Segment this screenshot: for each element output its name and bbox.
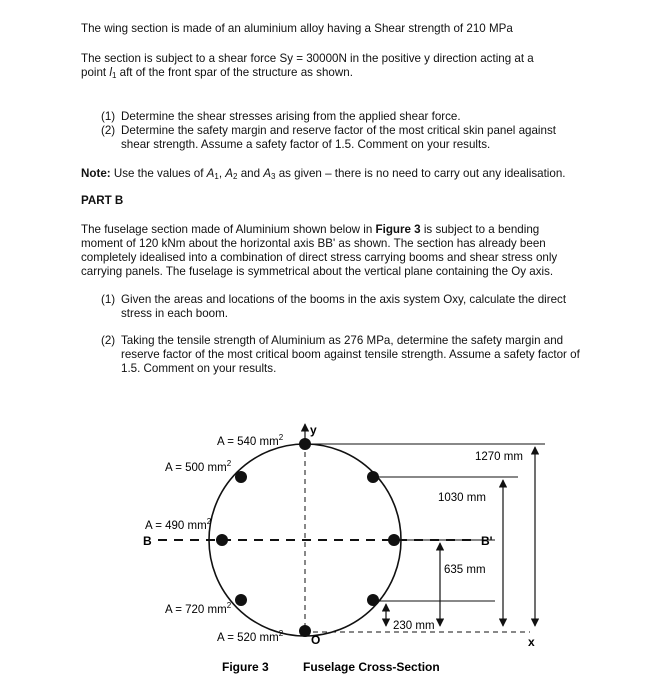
intro-line-2b-pre: point [81, 66, 110, 79]
axis-label-b: B [143, 534, 152, 548]
boom-label-490: A = 490 $mm^2$ [145, 517, 212, 532]
note-text-3: and [237, 167, 264, 180]
figure-caption-number: Figure 3 [222, 660, 269, 674]
symbol-a1: A [206, 167, 215, 180]
list-item-text: Determine the safety margin and reserve factor of the most critical skin panel against shear strength. Assume a safety factor of 1.5. Comment on your results. [121, 124, 556, 151]
boom-label-500: A = 500 $mm^2$ [165, 459, 232, 474]
list-item-text: Given the areas and locations of the booms in the axis system Oxy, calculate the direct stress in each boom. [121, 293, 567, 320]
boom-upper-left [235, 471, 247, 483]
boom-lower-right [367, 594, 379, 606]
subscript-3: 3 [271, 172, 276, 181]
dim-label-230: 230 mm [393, 620, 435, 632]
axis-label-b-prime: B' [481, 534, 493, 548]
intro-line-2a: The section is subject to a shear force Sy = 30000N in the positive y direction acting at a [81, 52, 534, 65]
note-label: Note: [81, 167, 111, 180]
symbol-a3: A [263, 167, 272, 180]
symbol-l: l [109, 66, 112, 79]
intro-line-2b-post: aft of the front spar of the structure as shown. [116, 66, 353, 79]
boom-bottom [299, 625, 311, 637]
axis-label-x: x [528, 635, 535, 649]
list-item-number: (2) [101, 124, 116, 137]
subscript-2: 2 [233, 172, 238, 181]
part-b-heading-text: PART B [81, 194, 124, 207]
boom-label-720: A = 720 $mm^2$ [165, 601, 232, 616]
boom-label-520: A = 520 $mm^2$ [217, 629, 284, 644]
list-item-text: Determine the shear stresses arising from the applied shear force. [121, 110, 461, 123]
origin-label: O [311, 633, 321, 647]
note-text-1: Use the values of [110, 167, 207, 180]
part-b-text-1: The fuselage section made of Aluminium shown below in [81, 223, 376, 236]
axis-label-y: y [310, 423, 317, 437]
boom-upper-right [367, 471, 379, 483]
symbol-a2: A [225, 167, 234, 180]
list-item-number: (2) [101, 334, 116, 347]
symbol-l-subscript: 1 [111, 71, 117, 80]
dim-label-635: 635 mm [444, 564, 486, 576]
subscript-1: 1 [214, 172, 219, 181]
boom-lower-left [235, 594, 247, 606]
part-b-text-2: is subject to a bending moment of 120 kNm about the horizontal axis BB' as shown. The section has already been completely idealised into a combination of direct stress carrying booms and shear stress only carrying panels. The fuselage is symmetrical about the vertical plane containing the Oy axis. [81, 223, 558, 278]
figure-caption-title: Fuselage Cross-Section [303, 660, 440, 674]
dim-label-1030: 1030 mm [438, 492, 486, 504]
list-item-number: (1) [101, 293, 116, 306]
figure-reference: Figure 3 [375, 223, 421, 236]
note-text-4: as given – there is no need to carry out any idealisation. [275, 167, 566, 180]
dim-label-1270: 1270 mm [475, 451, 523, 463]
boom-mid-left [216, 534, 228, 546]
boom-mid-right [388, 534, 400, 546]
boom-top [299, 438, 311, 450]
list-item-text: Taking the tensile strength of Aluminium as 276 MPa, determine the safety margin and reserve factor of the most critical boom against tensile strength. Assume a safety factor of 1.5. Comment on your results. [121, 334, 580, 375]
list-item-number: (1) [101, 110, 116, 123]
boom-label-540: A = 540 $mm^2$ [217, 433, 284, 448]
note-text-2: , [218, 167, 226, 180]
intro-line-1-text: The wing section is made of an aluminium alloy having a Shear strength of 210 MPa [81, 22, 513, 35]
